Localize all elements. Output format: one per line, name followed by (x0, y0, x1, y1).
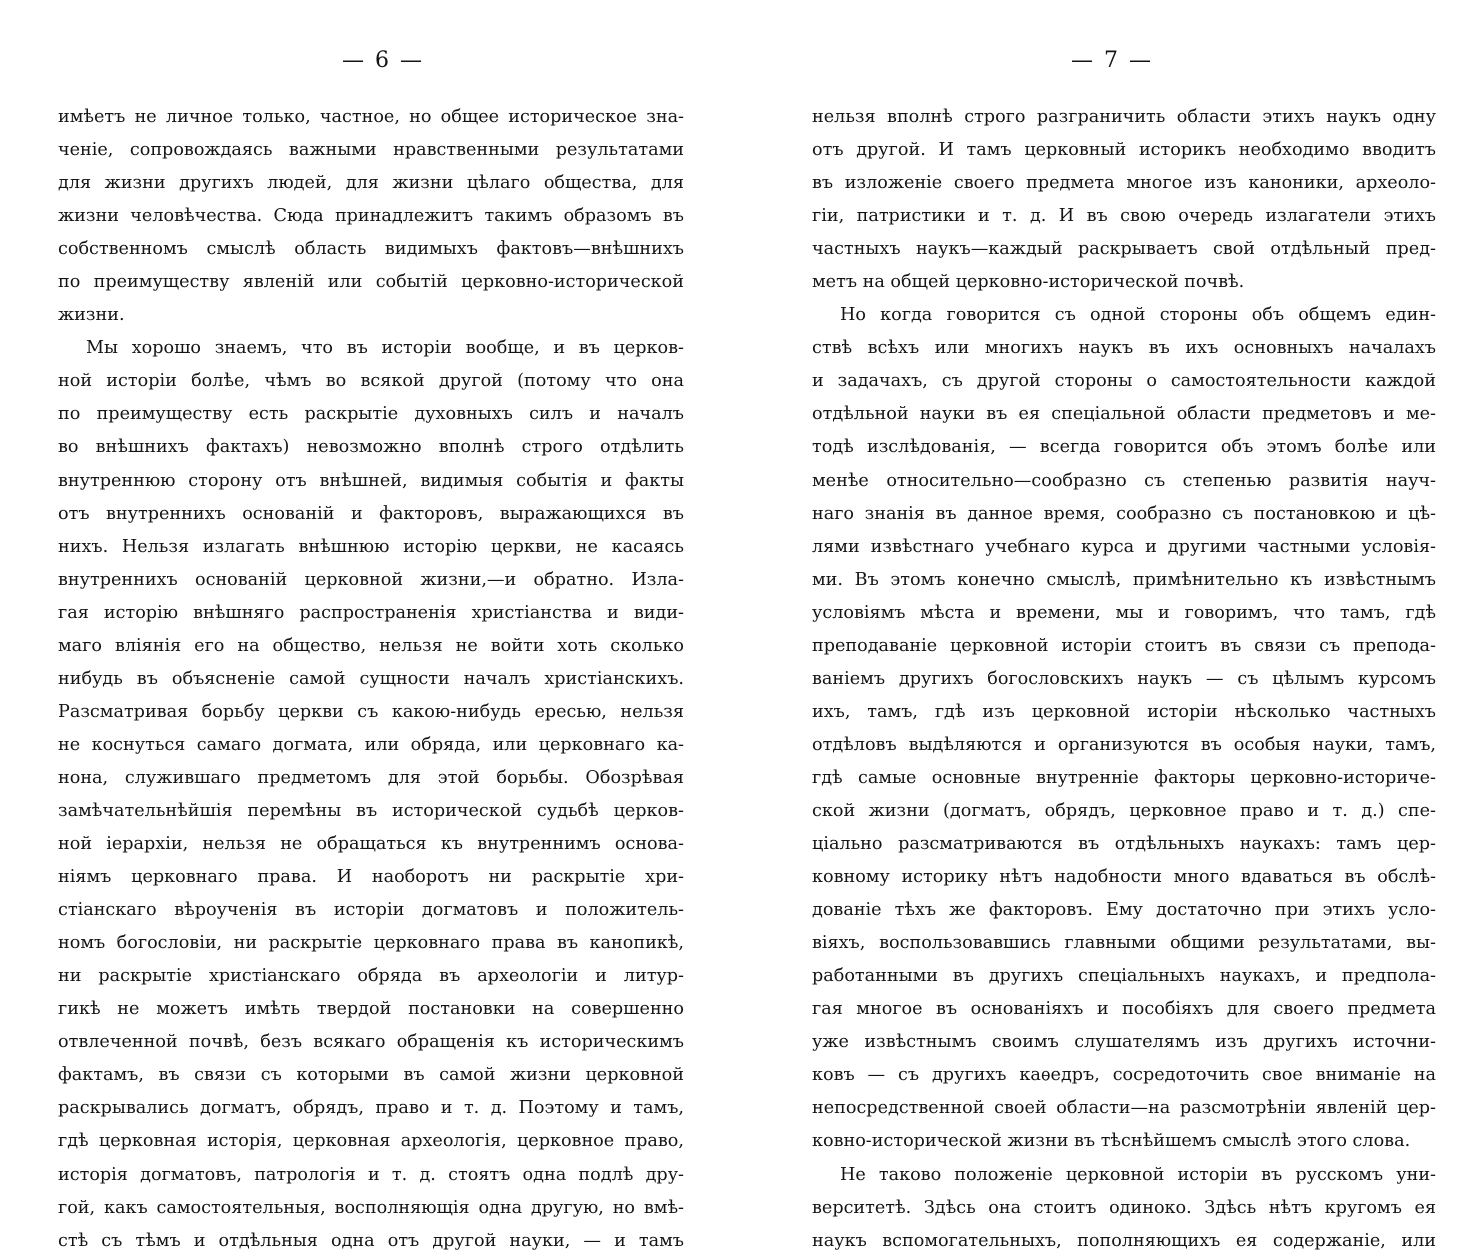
book-gutter (742, 0, 743, 1080)
left-page (58, 0, 684, 1251)
text-line: работанными въ другихъ спеціальныхъ наукахъ, и предпола- (812, 966, 1436, 987)
text-line: отдѣльной науки въ ея спеціальной области предметовъ и ме- (812, 404, 1436, 425)
text-line: віяхъ, воспользовавшись главными общими результатами, вы- (812, 933, 1436, 954)
text-line: ми. Въ этомъ конечно смыслѣ, примѣнительно къ извѣстнымъ (812, 569, 1436, 590)
text-line: гая исторію внѣшняго распространенія христіанства и види- (58, 602, 684, 623)
text-line: дованіе тѣхъ же факторовъ. Ему достаточно при этихъ усло- (812, 900, 1436, 921)
text-line: стіанскаго вѣроученія въ исторіи догматовъ и положитель- (58, 900, 684, 921)
text-line: уже извѣстнымъ своимъ слушателямъ изъ другихъ источни- (812, 1032, 1436, 1053)
text-line: ваніемъ другихъ богословскихъ наукъ — съ цѣлымъ курсомъ (812, 668, 1436, 689)
text-line: не коснуться самаго догмата, или обряда, или церковнаго ка- (58, 734, 684, 755)
text-line: ной исторіи болѣе, чѣмъ во всякой другой (потому что она (58, 371, 684, 392)
right-page (812, 0, 1436, 1251)
text-line: маго вліянія его на общество, нельзя не войти хоть сколько (58, 635, 684, 656)
text-line: непосредственной своей области—на разсмотрѣніи явленій цер- (812, 1098, 1436, 1119)
text-line: по преимуществу явленій или событій церковно-исторической (58, 272, 684, 293)
text-line: ихъ, тамъ, гдѣ изъ церковной исторіи нѣсколько частныхъ (812, 701, 1436, 722)
text-line: ченіе, сопровождаясь важными нравственными результатами (58, 140, 684, 161)
text-line: отъ внутреннихъ основаній и факторовъ, выражающихся въ (58, 503, 684, 524)
text-line: верситетѣ. Здѣсь она стоитъ одиноко. Здѣсь нѣтъ кругомъ ея (812, 1197, 1436, 1218)
text-line: отъ другой. И тамъ церковный историкъ необходимо вводитъ (812, 140, 1436, 161)
text-line: ковному историку нѣтъ надобности много вдаваться въ обслѣ- (812, 867, 1436, 888)
text-line: наго знанія въ данное время, сообразно съ постановкою и цѣ- (812, 503, 1436, 524)
text-line: внутреннихъ основаній церковной жизни,—и обратно. Изла- (58, 569, 684, 590)
text-line: фактамъ, въ связи съ которыми въ самой жизни церковной (58, 1065, 684, 1086)
page-number-left: — 6 — (342, 48, 424, 73)
text-line: наукъ вспомогательныхъ, пополняющихъ ея содержаніе, или (812, 1230, 1436, 1251)
text-line: частныхъ наукъ—каждый раскрываетъ свой отдѣльный пред- (812, 239, 1436, 260)
text-line: и задачахъ, съ другой стороны о самостоятельности каждой (812, 371, 1436, 392)
text-line: гдѣ самые основные внутренніе факторы церковно-историче- (812, 767, 1436, 788)
text-line: имѣетъ не личное только, частное, но общее историческое зна- (58, 107, 684, 127)
text-line: ціально разсматриваются въ отдѣльныхъ наукахъ: тамъ цер- (812, 834, 1436, 855)
text-line: жизни человѣчества. Сюда принадлежитъ такимъ образомъ въ (58, 206, 684, 227)
text-line: отвлеченной почвѣ, безъ всякаго обращенія къ историческимъ (58, 1032, 684, 1053)
text-line: менѣе относительно—сообразно съ степенью развитія науч- (812, 470, 1436, 491)
text-line: нибудь въ объясненіе самой сущности началъ христіанскихъ. (58, 668, 684, 689)
text-line: гіи, патристики и т. д. И въ свою очередь излагатели этихъ (812, 206, 1436, 227)
text-line: жизни. (58, 305, 125, 326)
text-line: ніямъ церковнаго права. И наоборотъ ни раскрытіе хри- (58, 867, 684, 888)
text-line: замѣчательнѣйшія перемѣны въ исторической судьбѣ церков- (58, 800, 684, 821)
text-line: въ изложеніе своего предмета многое изъ каноники, археоло- (812, 173, 1436, 194)
text-line: нихъ. Нельзя излагать внѣшнюю исторію церкви, не касаясь (58, 536, 684, 557)
text-line: гая многое въ основаніяхъ и пособіяхъ для своего предмета (812, 999, 1436, 1020)
text-line: отдѣловъ выдѣляются и организуются въ особыя науки, тамъ, (812, 734, 1436, 755)
text-line: раскрывались догматъ, обрядъ, право и т. д. Поэтому и тамъ, (58, 1098, 684, 1119)
text-line: гикѣ не можетъ имѣть твердой постановки на совершенно (58, 999, 684, 1020)
text-line: исторія догматовъ, патрологія и т. д. стоятъ одна подлѣ дру- (58, 1164, 684, 1185)
text-line: для жизни другихъ людей, для жизни цѣлаго общества, для (58, 173, 684, 194)
text-line: ковъ — съ другихъ каѳедръ, сосредоточить свое вниманіе на (812, 1065, 1436, 1086)
text-line: ковно-исторической жизни въ тѣснѣйшемъ смыслѣ этого слова. (812, 1131, 1411, 1152)
text-line: номъ богословіи, ни раскрытіе церковнаго права въ канопикѣ, (58, 933, 684, 954)
text-line: преподаваніе церковной исторіи стоитъ въ связи съ препода- (812, 635, 1436, 656)
text-line: ни раскрытіе христіанскаго обряда въ археологіи и литур- (58, 966, 684, 987)
left-page-text (58, 101, 684, 1258)
text-line: Разсматривая борьбу церкви съ какою-нибудь ересью, нельзя (58, 701, 684, 722)
text-line: нельзя вполнѣ строго разграничить области этихъ наукъ одну (812, 107, 1436, 127)
text-line: метъ на общей церковно-исторической почвѣ. (812, 272, 1245, 293)
text-line: во внѣшнихъ фактахъ) невозможно вполнѣ строго отдѣлить (58, 437, 684, 458)
text-line: стѣ съ тѣмъ и отдѣльныя одна отъ другой науки, — и тамъ (58, 1230, 684, 1251)
text-line: Не таково положеніе церковной исторіи въ русскомъ уни- (840, 1164, 1436, 1185)
text-line: гой, какъ самостоятельныя, восполняющія одна другую, но вмѣ- (58, 1197, 684, 1218)
text-line: ной іерархіи, нельзя не обращаться къ внутреннимъ основа- (58, 834, 684, 855)
text-line: лями извѣстнаго учебнаго курса и другими частными условія- (812, 536, 1436, 557)
text-line: нона, служившаго предметомъ для этой борьбы. Обозрѣвая (58, 767, 684, 788)
text-line: условіямъ мѣста и времени, мы и говоримъ, что тамъ, гдѣ (812, 602, 1436, 623)
page-number-right: — 7 — (1071, 48, 1153, 73)
text-line: по преимуществу есть раскрытіе духовныхъ силъ и началъ (58, 404, 684, 425)
text-line: внутреннюю сторону отъ внѣшней, видимыя событія и факты (58, 470, 684, 491)
text-line: собственномъ смыслѣ область видимыхъ фактовъ—внѣшнихъ (58, 239, 684, 260)
text-line: Но когда говорится съ одной стороны объ общемъ един- (840, 305, 1436, 326)
text-line: ской жизни (догматъ, обрядъ, церковное право и т. д.) спе- (812, 800, 1436, 821)
text-line: тодѣ изслѣдованія, — всегда говорится объ этомъ болѣе или (812, 437, 1436, 458)
text-line: гдѣ церковная исторія, церковная археологія, церковное право, (58, 1131, 684, 1152)
text-line: ствѣ всѣхъ или многихъ наукъ въ ихъ основныхъ началахъ (812, 338, 1436, 359)
right-page-text (812, 101, 1436, 1258)
text-line: Мы хорошо знаемъ, что въ исторіи вообще, и въ церков- (86, 338, 684, 359)
